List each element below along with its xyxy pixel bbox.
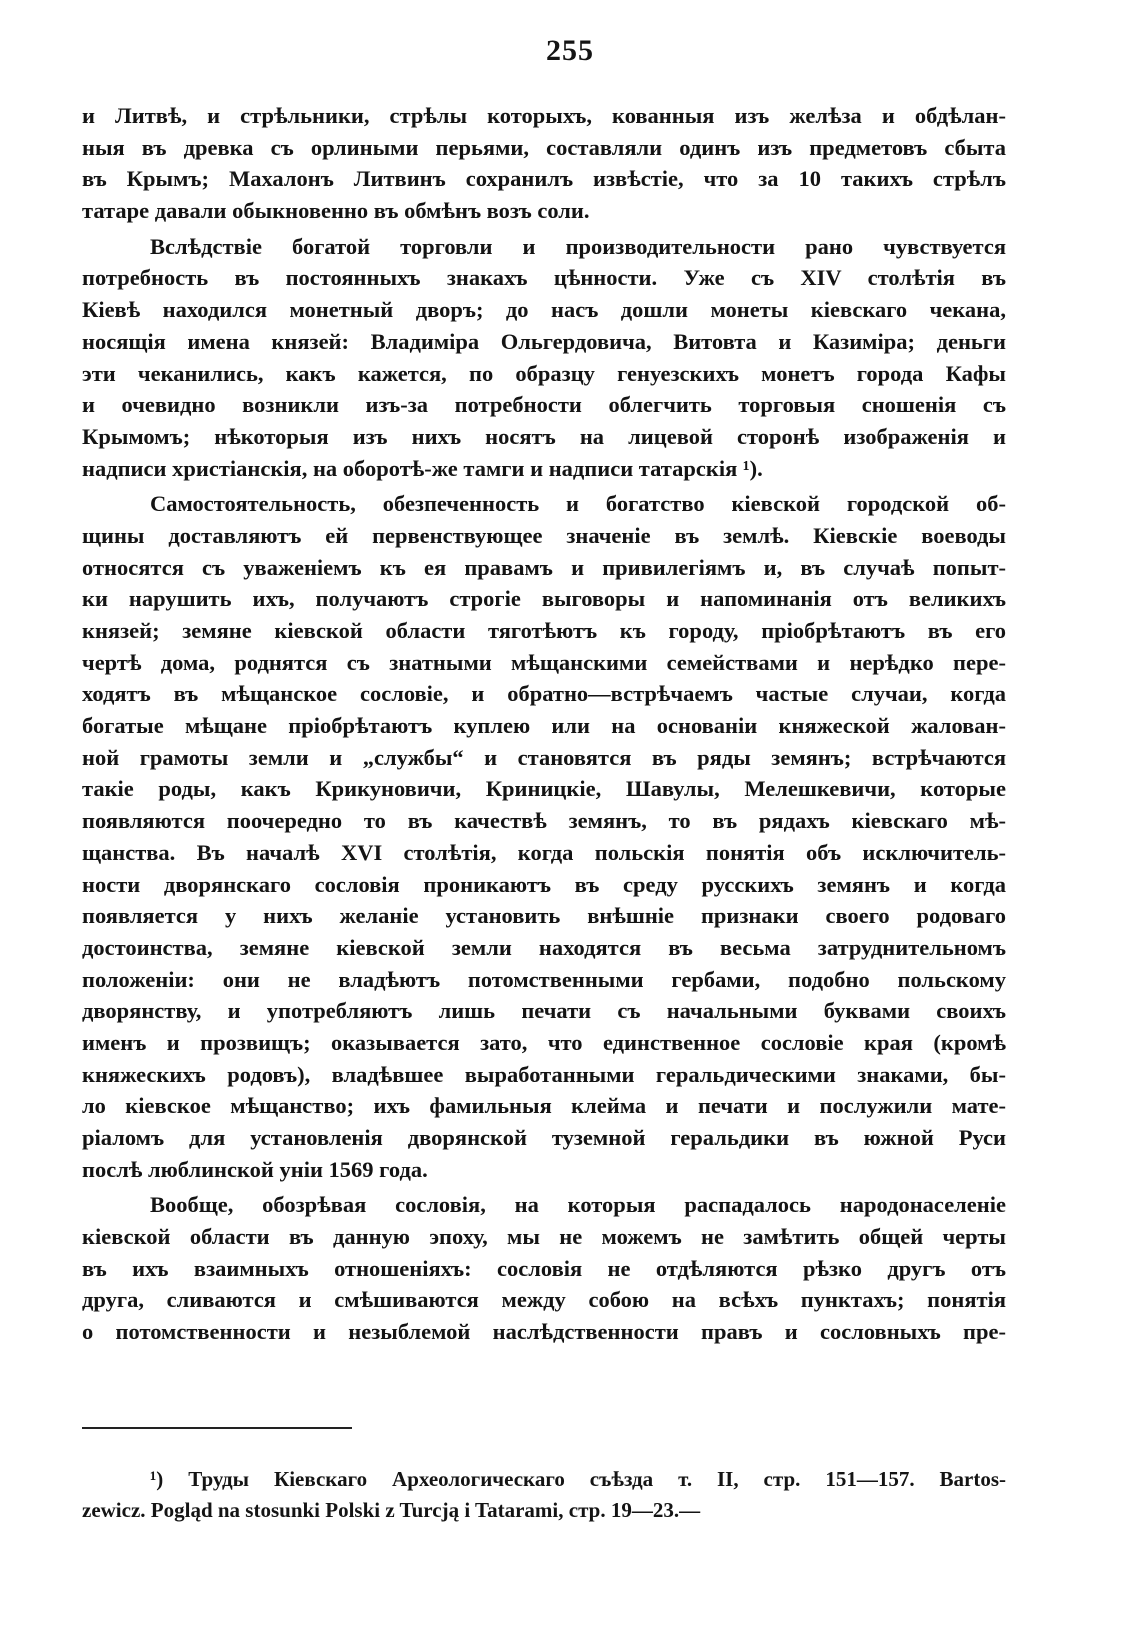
text-line: и Литвѣ, и стрѣльники, стрѣлы которыхъ, кованныя изъ желѣза и обдѣлан- (82, 103, 1006, 128)
text-line: Кіевѣ находился монетный дворъ; до насъ дошли монеты кіевскаго чекана, (82, 297, 1006, 323)
text-line: татаре давали обыкновенно въ обмѣнъ возъ соли. (82, 198, 590, 224)
text-line: ки нарушить ихъ, получаютъ строгіе выговоры и напоминанія отъ великихъ (82, 586, 1006, 612)
text-line: появляются поочередно то въ качествѣ земянъ, то въ рядахъ кіевскаго мѣ- (82, 808, 1006, 834)
text-line: щины доставляютъ ей первенствующее значеніе въ землѣ. Кіевскіе воеводы (82, 522, 1006, 548)
text-line: такіе роды, какъ Крикуновичи, Криницкіе, Шавулы, Мелешкевичи, которые (82, 776, 1006, 802)
text-line: Вслѣдствіе богатой торговли и производительности рано чувствуется (150, 233, 1006, 259)
text-line: дворянству, и употребляютъ лишь печати съ начальными буквами своихъ (82, 998, 1006, 1024)
paragraph-3 (82, 488, 1006, 1185)
text-line: ныя въ древка съ орлиными перьями, составляли одинъ изъ предметовъ сбыта (82, 134, 1006, 160)
paragraph-1 (82, 100, 1006, 227)
text-line: положеніи: они не владѣютъ потомственными гербами, подобно польскому (82, 966, 1006, 992)
text-line: носящія имена князей: Владиміра Ольгердовича, Витовта и Казиміра; деньги (82, 328, 1006, 354)
text-line: кіевской области въ данную эпоху, мы не можемъ не замѣтить общей черты (82, 1224, 1006, 1250)
page-number: 255 (546, 34, 594, 67)
text-line: эти чеканились, какъ кажется, по образцу генуезскихъ монетъ города Кафы (82, 360, 1006, 386)
text-line: относятся съ уваженіемъ къ ея правамъ и привилегіямъ и, въ случаѣ попыт- (82, 554, 1006, 580)
text-line: княжескихъ родовъ), владѣвшее выработанными геральдическими знаками, бы- (82, 1061, 1006, 1087)
footnote (82, 1464, 1006, 1526)
footnote-line: ¹) Труды Кіевскаго Археологическаго съѣзда т. II, стр. 151—157. Bartos- (150, 1467, 1006, 1491)
footnote-line: zewicz. Pogląd na stosunki Polski z Turcją i Tatarami, стр. 19—23.— (82, 1498, 701, 1522)
text-line: надписи христіанскія, на оборотѣ-же тамги и надписи татарскія ¹). (82, 455, 763, 481)
text-line: ходятъ въ мѣщанское сословіе, и обратно—встрѣчаемъ частые случаи, когда (82, 681, 1006, 707)
text-line: ріаломъ для установленія дворянской туземной геральдики въ южной Руси (82, 1125, 1006, 1150)
text-line: Вообще, обозрѣвая сословія, на которыя распадалось народонаселеніе (150, 1192, 1006, 1218)
text-line: въ Крымъ; Махалонъ Литвинъ сохранилъ извѣстіе, что за 10 такихъ стрѣлъ (82, 166, 1006, 192)
text-line: ности дворянскаго сословія проникаютъ въ среду русскихъ земянъ и когда (82, 871, 1006, 897)
footnote-separator (82, 1427, 352, 1429)
text-line: потребность въ постоянныхъ знакахъ цѣнности. Уже съ XIV столѣтія въ (82, 265, 1006, 291)
paragraph-4 (82, 1189, 1006, 1347)
text-line: въ ихъ взаимныхъ отношеніяхъ: сословія не отдѣляются рѣзко другъ отъ (82, 1255, 1006, 1281)
text-line: щанства. Въ началѣ XVI столѣтія, когда польскія понятія объ исключитель- (82, 839, 1006, 865)
text-line: ной грамоты земли и „службы“ и становятся въ ряды земянъ; встрѣчаются (82, 744, 1006, 770)
text-line: князей; земяне кіевской области тяготѣютъ къ городу, пріобрѣтаютъ въ его (82, 618, 1006, 643)
text-line: богатые мѣщане пріобрѣтаютъ куплею или на основаніи княжеской жалован- (82, 713, 1006, 739)
text-line: именъ и прозвищъ; оказывается зато, что единственное сословіе края (кромѣ (82, 1029, 1006, 1055)
text-line: Крымомъ; нѣкоторыя изъ нихъ носятъ на лицевой сторонѣ изображенія и (82, 423, 1006, 449)
text-line: послѣ люблинской уніи 1569 года. (82, 1156, 428, 1182)
text-line: чертѣ дома, роднятся съ знатными мѣщанскими семействами и нерѣдко пере- (82, 649, 1006, 675)
text-line: появляется у нихъ желаніе установить внѣшніе признаки своего родоваго (82, 903, 1006, 929)
text-line: достоинства, земяне кіевской земли находятся въ весьма затруднительномъ (82, 934, 1006, 960)
body-text (82, 100, 1006, 1348)
text-line: Самостоятельность, обезпеченность и богатство кіевской городской об- (150, 491, 1006, 517)
text-line: о потомственности и незыблемой наслѣдственности правъ и сословныхъ пре- (82, 1319, 1006, 1345)
paragraph-2 (82, 231, 1006, 485)
text-line: друга, сливаются и смѣшиваются между собою на всѣхъ пунктахъ; понятія (82, 1287, 1006, 1313)
text-line: и очевидно возникли изъ-за потребности облегчить торговыя сношенія съ (82, 392, 1006, 418)
text-line: ло кіевское мѣщанство; ихъ фамильныя клейма и печати и послужили мате- (82, 1093, 1006, 1119)
